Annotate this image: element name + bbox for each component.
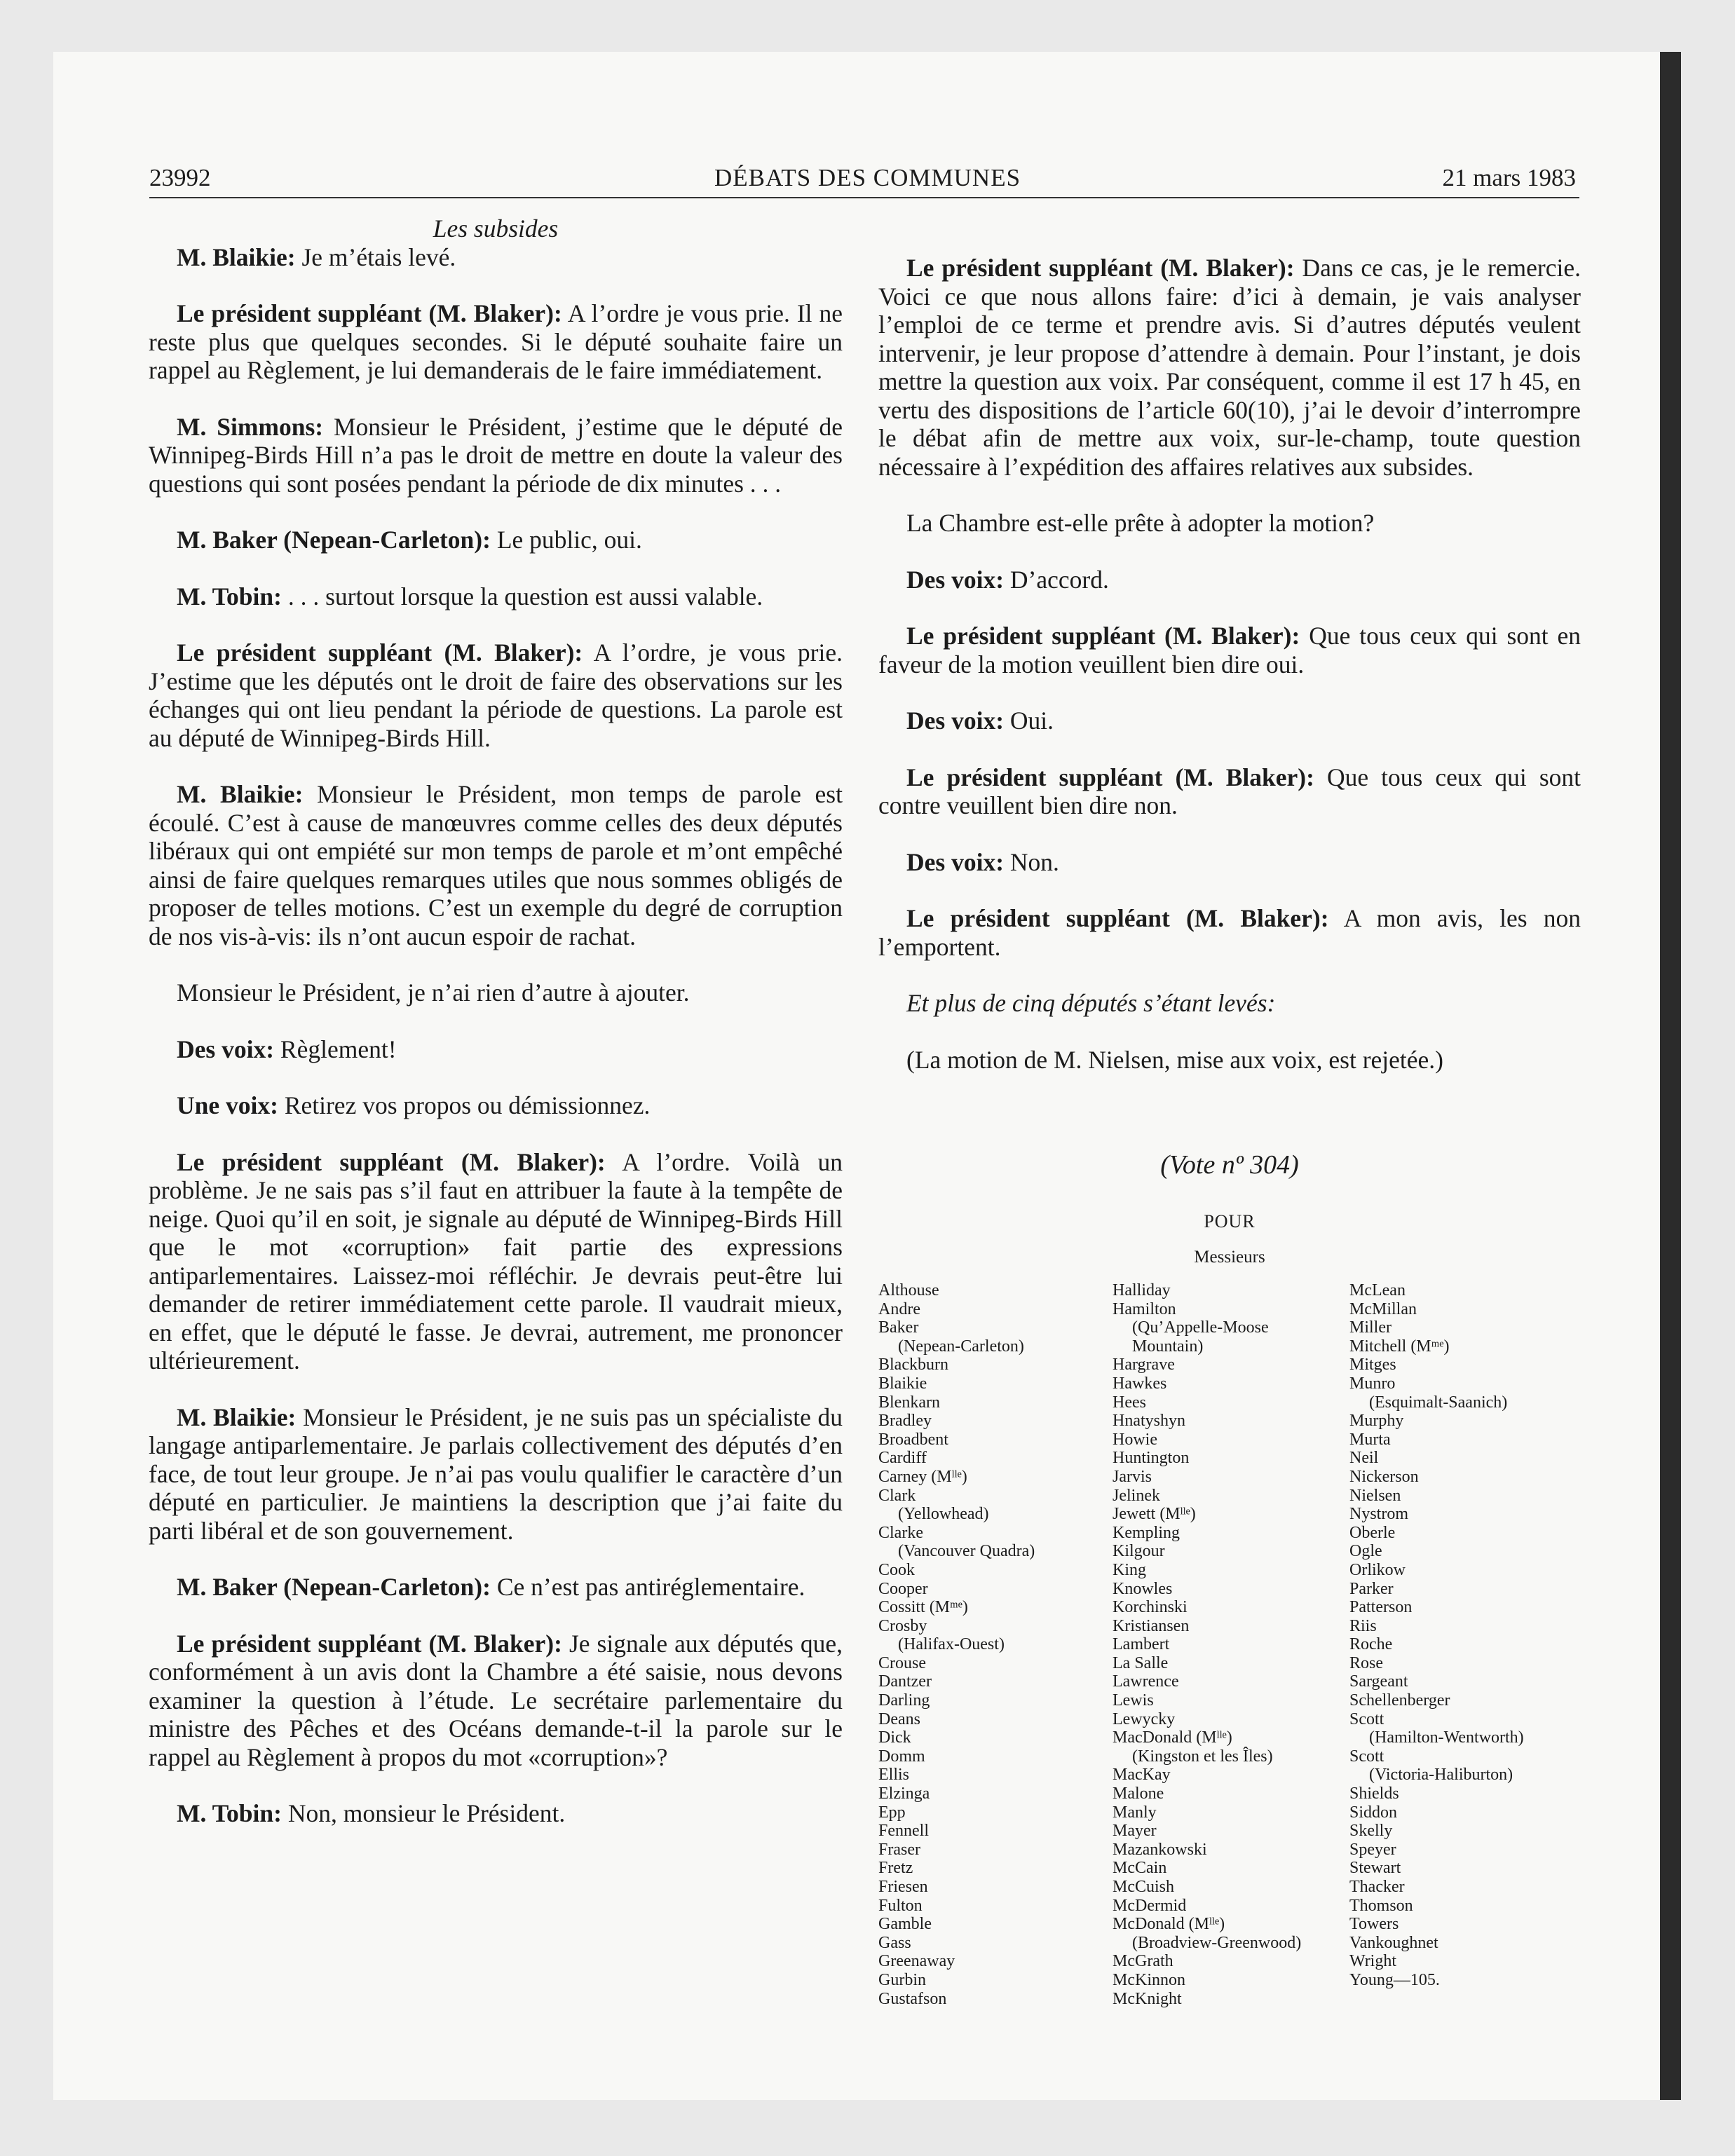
speech-text: . . . surtout lorsque la question est aussi valable. <box>281 582 763 610</box>
paragraph <box>149 639 843 752</box>
paragraph <box>149 1630 843 1772</box>
member-name: Hawkes <box>1113 1374 1167 1393</box>
member-name: McGrath <box>1113 1952 1173 1971</box>
member-name: Carney (Mˡˡᵉ) <box>878 1467 967 1486</box>
member-name: Gass <box>878 1933 911 1952</box>
member-name: Hees <box>1113 1393 1146 1412</box>
member-name: Roche <box>1349 1635 1393 1654</box>
member-name: Hnatyshyn <box>1113 1412 1185 1431</box>
member-name: (Qu’Appelle-Moose <box>1132 1318 1269 1337</box>
member-name: Korchinski <box>1113 1598 1188 1617</box>
speech-text: A mon avis, les non l’emportent. <box>878 904 1581 961</box>
member-name: Andre <box>878 1299 920 1318</box>
member-name: Ellis <box>878 1766 910 1785</box>
paragraph <box>878 707 1581 735</box>
member-name: La Salle <box>1113 1653 1169 1672</box>
speaker-name: M. Blaikie: <box>177 243 296 271</box>
member-name: Murta <box>1349 1430 1391 1449</box>
speaker-name: Le président suppléant (M. Blaker): <box>177 299 562 327</box>
speaker-name: Le président suppléant (M. Blaker): <box>177 1147 606 1176</box>
speech-text: Que tous ceux qui sont en faveur de la motion veuillent bien dire oui. <box>878 622 1581 678</box>
speaker-name: M. Baker (Nepean-Carleton): <box>177 1573 491 1601</box>
header-rule <box>149 197 1579 198</box>
member-name: Lambert <box>1113 1635 1170 1654</box>
member-name: Gurbin <box>878 1970 926 1989</box>
speech-text: Je signale aux députés que, conformément à un avis dont la Chambre a été saisie, nous devons examiner la question à l’étude. Le secrétaire parlementaire du ministre des Pêches et des Océans demande-t-il la parole sur le rappel au Règlement à propos du mot «corruption»? <box>149 1629 843 1771</box>
paragraph <box>878 509 1581 538</box>
paragraph <box>878 622 1581 678</box>
member-name: Scott <box>1349 1710 1384 1728</box>
member-name: Jewett (Mˡˡᵉ) <box>1113 1505 1196 1524</box>
speech-text: La Chambre est-elle prête à adopter la motion? <box>906 509 1375 537</box>
member-name: Baker <box>878 1318 919 1337</box>
member-name: Gustafson <box>878 1989 947 2008</box>
paragraph <box>149 243 843 272</box>
speech-text: A l’ordre je vous prie. Il ne reste plus que quelques secondes. Si le député souhaite faire un rappel au Règlement, je lui demanderais de le faire immédiatement. <box>149 299 843 384</box>
member-name: Orlikow <box>1349 1560 1406 1579</box>
paragraph <box>149 582 843 611</box>
member-name: (Victoria-Haliburton) <box>1369 1766 1513 1785</box>
member-name: Fennell <box>878 1822 929 1841</box>
member-name: Scott <box>1349 1747 1384 1766</box>
paragraph <box>878 254 1581 481</box>
vote-names-column-1 <box>878 1281 1035 2008</box>
member-name: Broadbent <box>878 1430 948 1449</box>
member-name: Crouse <box>878 1653 926 1672</box>
member-name: Knowles <box>1113 1579 1173 1598</box>
member-name: Miller <box>1349 1318 1392 1337</box>
paragraph <box>149 780 843 950</box>
paragraph <box>149 214 843 243</box>
member-name: Nickerson <box>1349 1467 1419 1486</box>
paragraph <box>878 1046 1581 1074</box>
paragraph <box>149 1091 843 1120</box>
member-name: Howie <box>1113 1430 1157 1449</box>
member-name: Jelinek <box>1113 1486 1160 1505</box>
speech-text: Ce n’est pas antiréglementaire. <box>490 1573 805 1601</box>
member-name: Munro <box>1349 1374 1396 1393</box>
speaker-name: Le président suppléant (M. Blaker): <box>177 1629 562 1658</box>
member-name: Bradley <box>878 1412 932 1431</box>
speaker-name: Le président suppléant (M. Blaker): <box>906 622 1300 650</box>
member-name: Blackburn <box>878 1356 948 1374</box>
speech-text: Et plus de cinq députés s’étant levés: <box>906 989 1276 1017</box>
member-name: Lawrence <box>1113 1672 1179 1691</box>
speech-text: Oui. <box>1004 707 1054 735</box>
member-name: McKnight <box>1113 1989 1182 2008</box>
speaker-name: Des voix: <box>906 847 1005 876</box>
member-name: Malone <box>1113 1785 1164 1803</box>
vote-pour-heading: POUR <box>1204 1211 1256 1231</box>
member-name: MacDonald (Mˡˡᵉ) <box>1113 1728 1232 1747</box>
paragraph <box>149 1573 843 1602</box>
member-name: Oberle <box>1349 1523 1396 1542</box>
member-name: (Halifax-Ouest) <box>898 1635 1005 1654</box>
member-name: Althouse <box>878 1281 939 1299</box>
paragraph <box>149 299 843 385</box>
paragraph <box>149 413 843 498</box>
member-name: (Esquimalt-Saanich) <box>1369 1393 1508 1412</box>
member-name: Lewis <box>1113 1691 1154 1710</box>
member-name: Cooper <box>878 1579 928 1598</box>
member-name: (Hamilton-Wentworth) <box>1369 1728 1524 1747</box>
speech-text: D’accord. <box>1004 565 1109 594</box>
right-column <box>878 254 1581 1102</box>
member-name: Mitchell (Mᵐᵉ) <box>1349 1337 1450 1356</box>
member-name: McCuish <box>1113 1878 1175 1896</box>
paragraph <box>878 848 1581 877</box>
member-name: Hamilton <box>1113 1299 1176 1318</box>
paragraph <box>878 763 1581 820</box>
member-name: Vankoughnet <box>1349 1933 1438 1952</box>
paragraph <box>149 1148 843 1375</box>
member-name: Rose <box>1349 1653 1383 1672</box>
speech-text: Le public, oui. <box>490 526 642 554</box>
speaker-name: Le président suppléant (M. Blaker): <box>906 254 1295 282</box>
member-name: McKinnon <box>1113 1970 1185 1989</box>
member-name: Towers <box>1349 1915 1399 1934</box>
speech-text: A l’ordre. Voilà un problème. Je ne sais pas s’il faut en attribuer la faute à la tempête de neige. Quoi qu’il en soit, je signale au député de Winnipeg-Birds Hill que le mot «corruption» fait partie des expressions antiparlementaires. Laissez-moi réfléchir. Je devrais peut-être lui demander de retirer immédiatement cette parole. Il vaudrait mieux, en effet, que le député le fasse. Je devrai, autrement, me prononcer ultérieurement. <box>149 1147 843 1374</box>
member-name: Deans <box>878 1710 920 1728</box>
paragraph <box>149 978 843 1007</box>
member-name: McLean <box>1349 1281 1406 1299</box>
speech-text: Je m’étais levé. <box>295 243 456 271</box>
member-name: Fulton <box>878 1896 923 1915</box>
speaker-name: M. Baker (Nepean-Carleton): <box>177 526 491 554</box>
member-name: Mitges <box>1349 1356 1396 1374</box>
member-name: Speyer <box>1349 1840 1396 1859</box>
member-name: Clarke <box>878 1523 923 1542</box>
member-name: Siddon <box>1349 1803 1398 1822</box>
member-name: Murphy <box>1349 1412 1404 1431</box>
speech-text: Monsieur le Président, je n’ai rien d’autre à ajouter. <box>177 978 690 1007</box>
page-date: 21 mars 1983 <box>1442 164 1576 191</box>
paragraph <box>878 904 1581 961</box>
speaker-name: M. Simmons: <box>177 412 324 441</box>
member-name: Friesen <box>878 1878 928 1896</box>
paragraph <box>149 1035 843 1064</box>
vote-names-column-2 <box>1113 1281 1301 2008</box>
speech-text: Dans ce cas, je le remercie. Voici ce que nous allons faire: d’ici à demain, je vais analyser l’emploi de ce terme et prendre avis. Si d’autres députés veulent intervenir, je leur propose d’attendre à demain. Pour l’instant, je dois mettre la question aux voix. Par conséquent, comme il est 17 h 45, en vertu des dispositions de l’article 60(10), j’ai le devoir d’interrompre le débat afin de mettre aux voix, sur-le-champ, toute question nécessaire à l’expédition des affaires relatives aux subsides. <box>878 254 1581 481</box>
member-name: Clark <box>878 1486 916 1505</box>
member-name: McCain <box>1113 1859 1167 1878</box>
member-name: Hargrave <box>1113 1356 1175 1374</box>
member-name: Riis <box>1349 1616 1377 1635</box>
member-name: McDonald (Mˡˡᵉ) <box>1113 1915 1225 1934</box>
speaker-name: M. Blaikie: <box>177 780 304 808</box>
member-name: Mazankowski <box>1113 1840 1207 1859</box>
speech-text: Que tous ceux qui sont contre veuillent bien dire non. <box>878 763 1581 819</box>
speaker-name: Le président suppléant (M. Blaker): <box>906 763 1314 791</box>
speech-text: Retirez vos propos ou démissionnez. <box>278 1091 651 1119</box>
speaker-name: Le président suppléant (M. Blaker): <box>906 904 1329 932</box>
member-name: McMillan <box>1349 1299 1417 1318</box>
member-name: Domm <box>878 1747 925 1766</box>
member-name: Blaikie <box>878 1374 927 1393</box>
member-name: Nielsen <box>1349 1486 1401 1505</box>
member-name: Crosby <box>878 1616 927 1635</box>
member-name: Darling <box>878 1691 930 1710</box>
speaker-name: M. Tobin: <box>177 1799 282 1827</box>
member-name: Manly <box>1113 1803 1157 1822</box>
member-name: Patterson <box>1349 1598 1413 1617</box>
speech-text: Monsieur le Président, je ne suis pas un spécialiste du langage antiparlementaire. Je parlais collectivement des députés d’en face, de tout leur groupe. Je n’ai pas voulu qualifier le caractère d’un député en particulier. Je maintiens la description que j’ai faite du parti libéral et de son gouvernement. <box>149 1403 843 1545</box>
paragraph <box>878 989 1581 1018</box>
speaker-name: Le président suppléant (M. Blaker): <box>177 639 583 667</box>
member-name: Young—105. <box>1349 1970 1440 1989</box>
member-name: Thomson <box>1349 1896 1413 1915</box>
member-name: Parker <box>1349 1579 1394 1598</box>
member-name: Kristiansen <box>1113 1616 1190 1635</box>
speech-text: Monsieur le Président, mon temps de parole est écoulé. C’est à cause de manœuvres comme celles des deux députés libéraux qui ont empiété sur mon temps de parole et m’ont empêché ainsi de faire quelques remarques utiles que nous sommes obligés de proposer de telles motions. C’est un exemple du degré de corruption de nos vis-à-vis: ils n’ont aucun espoir de rachat. <box>149 780 843 950</box>
member-name: Jarvis <box>1113 1467 1152 1486</box>
speaker-name: Des voix: <box>906 707 1005 735</box>
paragraph <box>149 1799 843 1828</box>
paragraph <box>149 1403 843 1546</box>
member-name: Kempling <box>1113 1523 1180 1542</box>
member-name: Shields <box>1349 1785 1399 1803</box>
member-name: Cossitt (Mᵐᵉ) <box>878 1598 968 1617</box>
member-name: Wright <box>1349 1952 1397 1971</box>
member-name: Dantzer <box>878 1672 932 1691</box>
member-name: Cardiff <box>878 1449 927 1468</box>
member-name: Mountain) <box>1132 1337 1204 1356</box>
member-name: Dick <box>878 1728 911 1747</box>
speech-text: Les subsides <box>433 214 559 243</box>
paragraph <box>149 526 843 554</box>
member-name: Ogle <box>1349 1542 1382 1561</box>
member-name: Stewart <box>1349 1859 1401 1878</box>
member-name: (Nepean-Carleton) <box>898 1337 1024 1356</box>
member-name: Gamble <box>878 1915 932 1934</box>
speaker-name: Une voix: <box>177 1091 278 1119</box>
member-name: Greenaway <box>878 1952 955 1971</box>
speech-text: (La motion de M. Nielsen, mise aux voix, est rejetée.) <box>906 1045 1443 1074</box>
speaker-name: M. Blaikie: <box>177 1403 297 1431</box>
member-name: Cook <box>878 1560 916 1579</box>
page-number: 23992 <box>149 164 211 191</box>
member-name: (Yellowhead) <box>898 1505 989 1524</box>
vote-title: (Vote nº 304) <box>1160 1150 1299 1180</box>
speech-text: Non, monsieur le Président. <box>281 1799 566 1827</box>
member-name: Mayer <box>1113 1822 1157 1841</box>
publication-title: DÉBATS DES COMMUNES <box>714 164 1021 191</box>
member-name: King <box>1113 1560 1146 1579</box>
speech-text: A l’ordre, je vous prie. J’estime que les députés ont le droit de faire des observations sur les échanges qui ont lieu pendant la période de questions. La parole est au député de Winnipeg-Birds Hill. <box>149 639 843 752</box>
member-name: (Kingston et les Îles) <box>1132 1747 1273 1766</box>
member-name: Sargeant <box>1349 1672 1408 1691</box>
member-name: Kilgour <box>1113 1542 1165 1561</box>
member-name: Schellenberger <box>1349 1691 1450 1710</box>
speaker-name: M. Tobin: <box>177 582 282 610</box>
member-name: (Broadview-Greenwood) <box>1132 1933 1302 1952</box>
vote-messieurs-heading: Messieurs <box>1194 1248 1265 1267</box>
speaker-name: Des voix: <box>177 1035 275 1063</box>
left-column <box>149 214 843 1856</box>
member-name: Thacker <box>1349 1878 1405 1896</box>
scan-edge <box>1660 52 1681 2100</box>
member-name: Blenkarn <box>878 1393 940 1412</box>
member-name: Lewycky <box>1113 1710 1176 1728</box>
member-name: Neil <box>1349 1449 1379 1468</box>
member-name: Fraser <box>878 1840 920 1859</box>
paragraph <box>878 566 1581 594</box>
member-name: Nystrom <box>1349 1505 1408 1524</box>
member-name: Huntington <box>1113 1449 1190 1468</box>
member-name: Elzinga <box>878 1785 930 1803</box>
member-name: Epp <box>878 1803 906 1822</box>
speech-text: Monsieur le Président, j’estime que le député de Winnipeg-Birds Hill n’a pas le droit de mettre en doute la valeur des questions qui sont posées pendant la période de dix minutes . . . <box>149 412 843 498</box>
member-name: Halliday <box>1113 1281 1171 1299</box>
speech-text: Règlement! <box>274 1035 397 1063</box>
member-name: MacKay <box>1113 1766 1171 1785</box>
vote-names-column-3 <box>1349 1281 1524 1990</box>
member-name: McDermid <box>1113 1896 1187 1915</box>
speech-text: Non. <box>1004 847 1059 876</box>
member-name: Skelly <box>1349 1822 1393 1841</box>
member-name: (Vancouver Quadra) <box>898 1542 1035 1561</box>
member-name: Fretz <box>878 1859 913 1878</box>
speaker-name: Des voix: <box>906 565 1005 594</box>
